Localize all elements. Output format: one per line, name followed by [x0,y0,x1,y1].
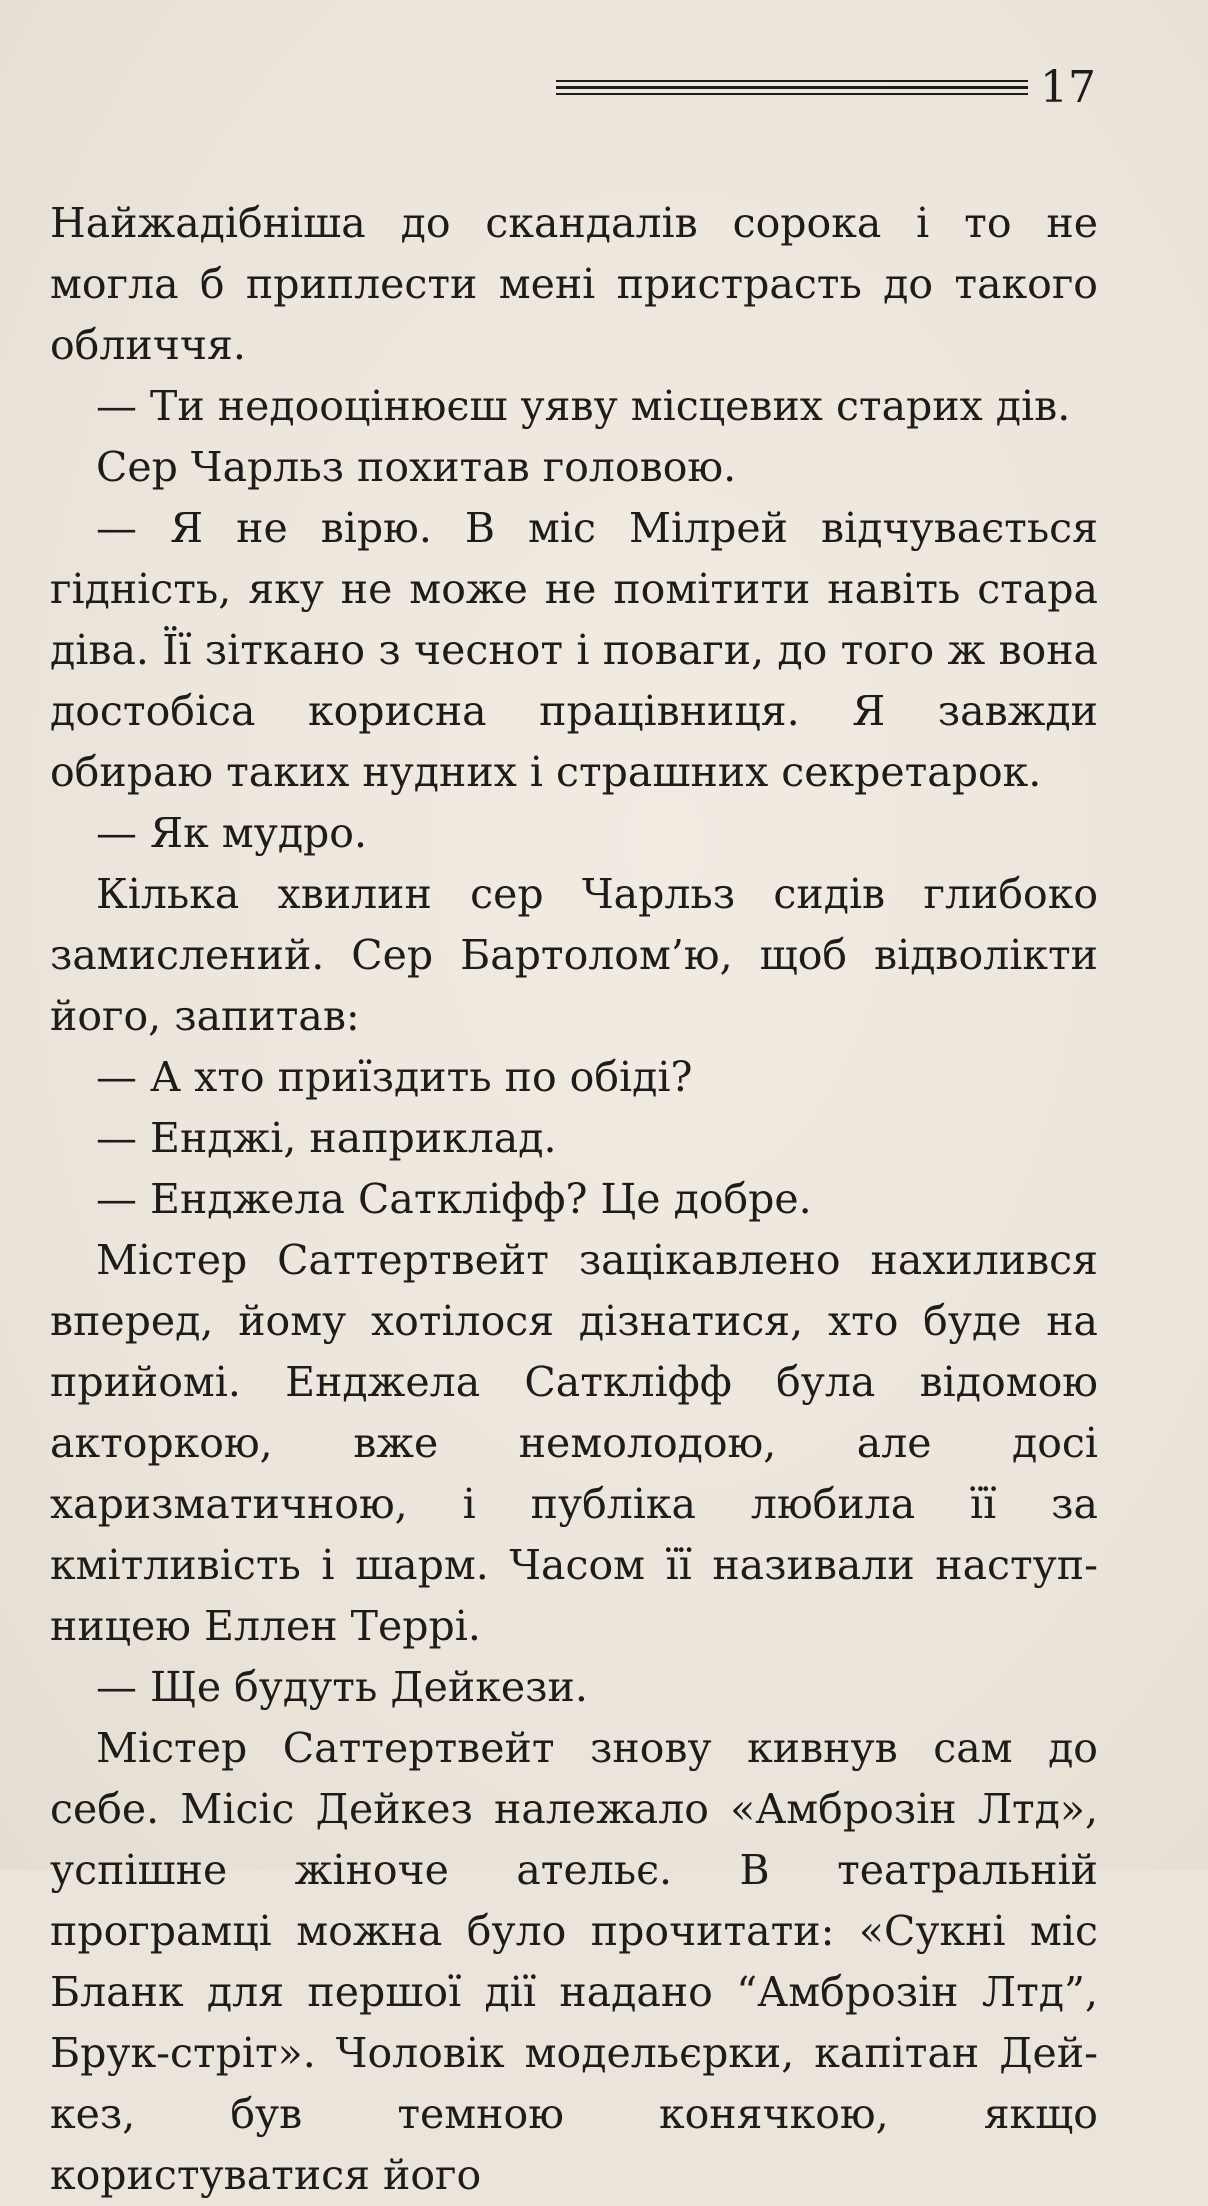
paragraph: — Я не вірю. В міс Мілрей відчувається гідність, яку не може не помітити навіть стара діва. Її зіткано з чеснот і поваги, до того ж вона достобіса корисна працівниця. Я завжди обираю таких нудних і страшних секретарок. [50,504,1098,796]
paragraph: — Енджела Саткліфф? Це добре. [96,1175,812,1223]
paragraph: Найжадібніша до скандалів сорока і то не могла б приплести мені пристрасть до такого обличчя. [50,199,1098,369]
body-text [50,193,1098,2206]
paragraph: — А хто приїздить по обіді? [96,1053,693,1101]
paragraph: — Ти недооцінюєш уяву місцевих старих дів. [96,382,1071,430]
paragraph: Містер Саттертвейт знову кивнув сам до себе. Місіс Дейкез належало «Амброзін Лтд», успішне жіноче ательє. В театральній програмці можна було прочитати: «Сукні міс Бланк для першої дії надано “Амброзін Лтд”, Брук-стріт». Чоловік модельєрки, капітан Дейкез, був темною конячкою, якщо користуватися його [50,1724,1098,2199]
header-rule [556,93,1028,95]
running-header [556,62,1096,114]
paragraph: Кілька хвилин сер Чарльз сидів глибоко замислений. Сер Бартолом’ю, щоб відволікти його, запитав: [50,870,1098,1040]
paragraph: — Як мудро. [96,809,368,857]
paragraph: — Енджі, наприклад. [96,1114,557,1162]
paragraph: Сер Чарльз похитав головою. [96,443,737,491]
page-number: 17 [1040,62,1096,113]
header-rule [556,80,1028,82]
paragraph: Містер Саттертвейт зацікавлено нахилився вперед, йому хотілося дізнатися, хто буде на прийомі. Енджела Саткліфф була відомою акторкою, вже немолодою, але досі харизматичною, і публіка любила її за кмітливість і шарм. Часом її називали наступницею Еллен Террі. [50,1236,1098,1650]
paragraph: — Ще будуть Дейкези. [96,1663,588,1711]
header-rule [556,86,1028,89]
